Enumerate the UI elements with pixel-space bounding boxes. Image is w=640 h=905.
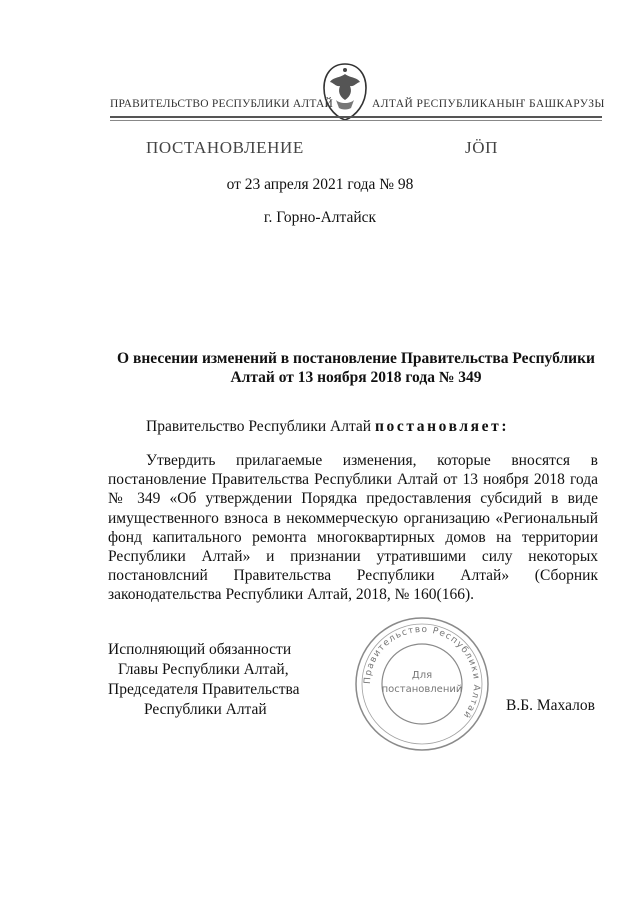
document-type-altai: ЈӦП	[465, 138, 498, 157]
svg-text:Правительство Республики Алтай: Правительство Республики Алтай	[362, 624, 482, 721]
header-rule-thick	[110, 116, 602, 118]
document-city: г. Горно-Алтайск	[263, 209, 377, 226]
authority-name-altai: АЛТАЙ РЕСПУБЛИКАНЫҤ БАШКАРУЗЫ	[372, 98, 605, 110]
svg-text:постановлений: постановлений	[381, 684, 463, 695]
svg-text:Для: Для	[411, 670, 433, 681]
header-rule-thin	[110, 120, 602, 121]
authority-name-russian: ПРАВИТЕЛЬСТВО РЕСПУБЛИКИ АЛТАЙ	[110, 98, 334, 110]
document-title: О внесении изменений в постановление Правительства Республики Алтай от 13 ноября 2018 года № 349	[117, 350, 595, 386]
signatory-line-2: Главы Республики Алтай,	[118, 661, 289, 678]
document-type-russian: ПОСТАНОВЛЕНИЕ	[146, 138, 304, 157]
official-stamp	[352, 614, 492, 754]
decree-verb: постановляет:	[374, 418, 510, 435]
decree-actor: Правительство Республики Алтай	[146, 418, 372, 435]
signatory-position	[108, 640, 300, 720]
decree-body-paragraph: Утвердить прилагаемые изменения, которые вносятся в постановление Правительства Республики Алтай от 13 ноября 2018 года № 349 «Об утверждении Порядка предоставления субсидий в виде имущественного взноса в некоммерческую организацию «Региональный фонд капитального ремонта многоквартирных домов на территории Республики Алтай» и признании утратившими силу некоторых постановлсний Правительства Республики Алтай» (Сборник законодательства Республики Алтай, 2018, № 160(166).	[108, 452, 598, 604]
signatory-line-3: Председателя Правительства	[108, 681, 300, 698]
signatory-line-4: Республики Алтай	[144, 701, 267, 718]
decree-intro	[146, 418, 509, 436]
signatory-name: В.Б. Махалов	[506, 697, 595, 714]
coat-of-arms-emblem	[318, 60, 372, 124]
document-date-number: от 23 апреля 2021 года № 98	[226, 176, 414, 193]
signatory-line-1: Исполняющий обязанности	[108, 641, 292, 658]
